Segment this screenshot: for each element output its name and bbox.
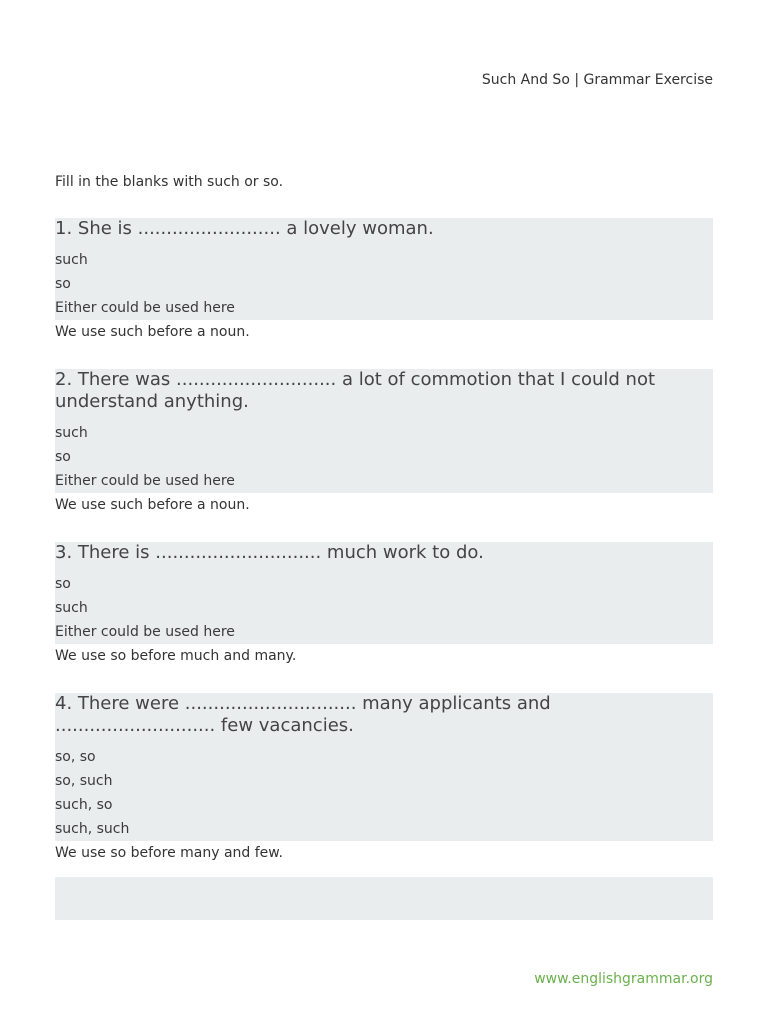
answer-option[interactable]: so: [55, 576, 71, 592]
answer-option[interactable]: such, so: [55, 797, 113, 813]
page-title: Such And So | Grammar Exercise: [481, 72, 713, 88]
answer-option[interactable]: so: [55, 449, 71, 465]
answer-option[interactable]: so, so: [55, 749, 96, 765]
question-item: [55, 369, 713, 517]
question-box: [55, 542, 713, 644]
question-item: [55, 218, 713, 344]
instructions-text: Fill in the blanks with such or so.: [55, 174, 284, 190]
answer-option[interactable]: so: [55, 276, 71, 292]
question-box: [55, 369, 713, 493]
answer-option[interactable]: so, such: [55, 773, 113, 789]
empty-panel: [55, 877, 713, 920]
answer-option[interactable]: Either could be used here: [55, 300, 235, 316]
question-text: 2. There was ............................ a lot of commotion that I could not understand anything.: [55, 369, 656, 412]
answer-option[interactable]: Either could be used here: [55, 473, 235, 489]
question-text: 1. She is ......................... a lovely woman.: [55, 218, 434, 239]
question-item: [55, 542, 713, 668]
answer-option[interactable]: such, such: [55, 821, 130, 837]
question-list: [55, 218, 713, 890]
answer-explanation: We use such before a noun.: [55, 497, 250, 513]
answer-option[interactable]: such: [55, 425, 88, 441]
answer-explanation: We use so before much and many.: [55, 648, 297, 664]
question-text: 3. There is ............................. much work to do.: [55, 542, 484, 563]
answer-explanation: We use so before many and few.: [55, 845, 283, 861]
footer-site-link[interactable]: www.englishgrammar.org: [534, 971, 713, 987]
question-item: [55, 693, 713, 865]
answer-option[interactable]: Either could be used here: [55, 624, 235, 640]
question-box: [55, 693, 713, 841]
question-box: [55, 218, 713, 320]
answer-option[interactable]: such: [55, 600, 88, 616]
question-text: 4. There were .............................. many applicants and ............................ few vacancies.: [55, 693, 551, 736]
answer-explanation: We use such before a noun.: [55, 324, 250, 340]
answer-option[interactable]: such: [55, 252, 88, 268]
